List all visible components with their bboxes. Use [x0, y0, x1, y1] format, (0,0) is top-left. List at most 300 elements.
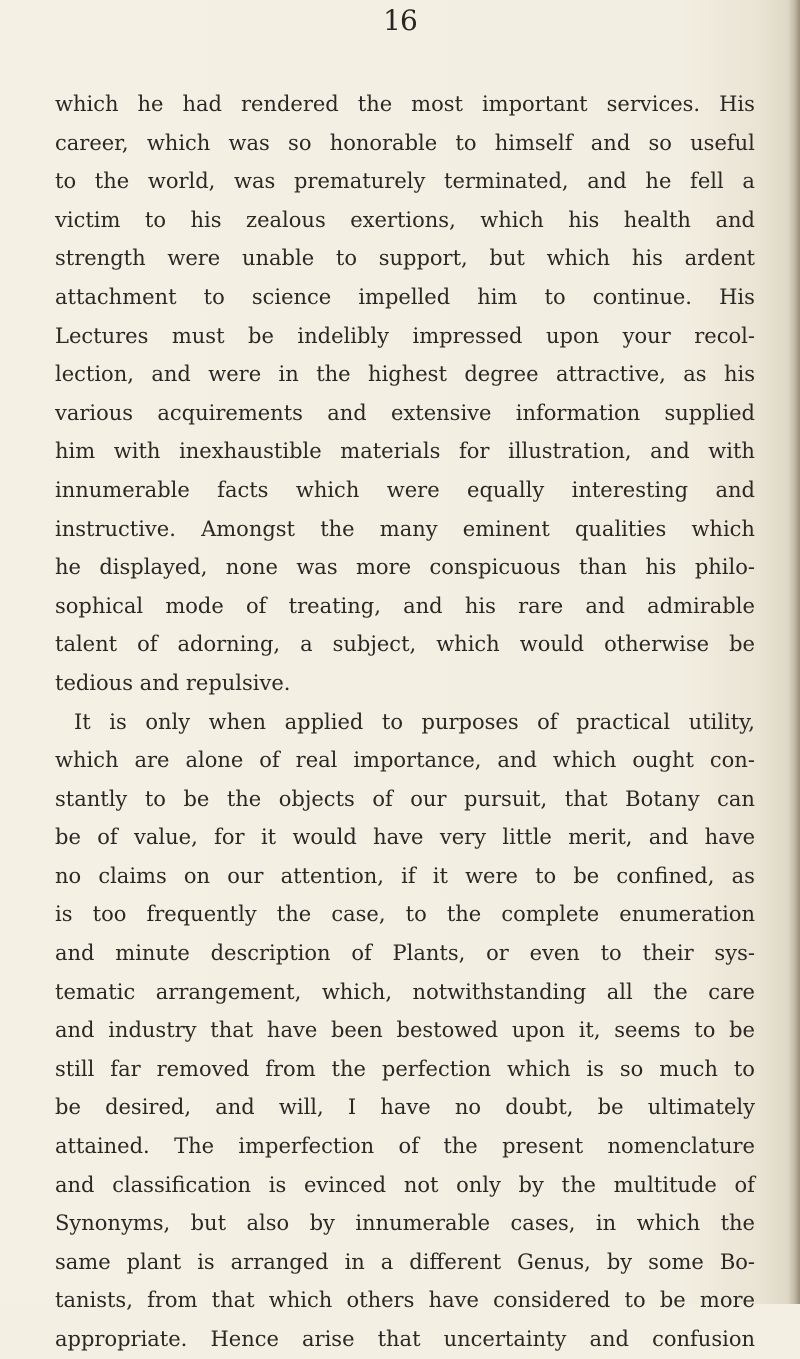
word: the — [653, 979, 688, 1004]
word: nomenclature — [607, 1134, 755, 1159]
word: be — [248, 323, 274, 348]
word: same — [55, 1249, 111, 1274]
text-line — [55, 471, 755, 510]
word: only — [145, 709, 191, 734]
word: merit, — [568, 825, 633, 850]
word: the — [331, 1056, 366, 1081]
word: more — [699, 1288, 755, 1313]
word: prematurely — [293, 169, 426, 194]
text-line — [55, 1204, 755, 1243]
word: the — [720, 1211, 755, 1236]
word: the — [276, 902, 312, 927]
word: be — [55, 825, 81, 850]
word: by — [309, 1211, 335, 1236]
word: It — [74, 709, 91, 734]
text-line — [55, 664, 755, 703]
word: the — [561, 1172, 596, 1197]
word: useful — [690, 130, 755, 155]
word: him — [55, 439, 96, 464]
word: it — [260, 825, 277, 850]
word: also — [246, 1211, 290, 1236]
text-line — [55, 625, 755, 664]
word: subject, — [332, 632, 417, 657]
word: for — [459, 439, 490, 464]
word: be — [183, 786, 210, 811]
word: his — [631, 246, 663, 271]
word: be — [573, 863, 600, 888]
word: the — [94, 169, 130, 194]
word: been — [330, 1018, 383, 1043]
word: exertions, — [350, 207, 456, 232]
word: attachment — [55, 284, 177, 309]
word: that — [564, 786, 608, 811]
text-line — [55, 162, 755, 201]
word: arise — [302, 1327, 355, 1351]
word: Genus, — [517, 1249, 591, 1274]
word: strength — [55, 246, 146, 271]
word: and — [497, 748, 537, 773]
word: of — [351, 941, 372, 966]
word: different — [409, 1249, 502, 1274]
word: he — [137, 92, 164, 116]
text-line — [55, 1281, 755, 1320]
word: fell — [690, 169, 724, 194]
word: information — [515, 400, 641, 425]
word: was — [228, 130, 270, 155]
word: and — [589, 1327, 629, 1351]
word: his — [645, 555, 677, 580]
word: to — [694, 1018, 716, 1043]
word: which, — [321, 979, 392, 1004]
word: of — [137, 632, 158, 657]
word: of — [398, 1134, 419, 1159]
text-line — [55, 1166, 755, 1205]
word: very — [439, 825, 487, 850]
text-line — [55, 201, 755, 240]
word: is — [197, 1249, 215, 1274]
word: inexhaustible — [179, 439, 322, 464]
word: Botany — [625, 786, 700, 811]
word: have — [373, 825, 424, 850]
word: and — [585, 593, 625, 618]
word: impressed — [412, 323, 523, 348]
word: others — [346, 1288, 415, 1313]
word: as — [683, 362, 707, 387]
word: of — [246, 593, 267, 618]
text-line — [55, 1127, 755, 1166]
word: is — [268, 1172, 287, 1197]
word: to — [455, 130, 477, 155]
word: so — [288, 130, 312, 155]
word: complete — [501, 902, 600, 927]
word: be — [659, 1288, 686, 1313]
word: pursuit, — [464, 786, 548, 811]
word: honorable — [329, 130, 438, 155]
word: but — [190, 1211, 227, 1236]
word: facts — [217, 477, 269, 502]
word: a — [742, 169, 755, 194]
word: with — [708, 439, 755, 464]
word: he — [645, 169, 672, 194]
word: no — [55, 863, 82, 888]
word: value, — [134, 825, 198, 850]
word: from — [265, 1056, 316, 1081]
text-line — [55, 818, 755, 857]
word: of — [372, 786, 393, 811]
word: His — [719, 92, 755, 116]
word: repulsive. — [185, 670, 291, 695]
word: their — [642, 941, 694, 966]
word: was — [296, 555, 338, 580]
word: and — [590, 130, 631, 155]
word: in — [278, 362, 299, 387]
word: treating, — [288, 593, 381, 618]
word: highest — [368, 362, 447, 387]
word: continue. — [592, 284, 692, 309]
word: various — [55, 400, 134, 425]
word: is — [109, 709, 127, 734]
word: arranged — [230, 1249, 329, 1274]
word: con- — [709, 748, 755, 773]
word: and — [55, 1018, 95, 1043]
word: alone — [185, 748, 244, 773]
word: tedious — [55, 670, 133, 695]
word: talent — [55, 632, 118, 657]
word: zealous — [246, 207, 326, 232]
word: be — [55, 1095, 81, 1120]
word: which — [507, 1056, 571, 1081]
word: otherwise — [604, 632, 710, 657]
word: were — [208, 362, 262, 387]
word: which — [295, 477, 360, 502]
text-line — [55, 741, 755, 780]
text-line — [55, 394, 755, 433]
word: terminated, — [444, 169, 569, 194]
word: the — [226, 786, 262, 811]
word: his — [464, 593, 496, 618]
word: lection, — [55, 362, 134, 387]
word: evinced — [303, 1172, 387, 1197]
word: in — [344, 1249, 365, 1274]
word: if — [401, 863, 416, 888]
word: which — [480, 207, 544, 232]
word: our — [227, 863, 264, 888]
word: which — [636, 1211, 701, 1236]
word: degree — [464, 362, 539, 387]
word: a — [300, 632, 313, 657]
text-line — [55, 1011, 755, 1050]
word: have — [428, 1288, 479, 1313]
word: Plants, — [392, 941, 466, 966]
word: doubt, — [505, 1095, 574, 1120]
word: impelled — [358, 284, 451, 309]
word: on — [183, 863, 211, 888]
word: which — [55, 92, 119, 116]
word: philo- — [694, 555, 755, 580]
word: victim — [55, 207, 121, 232]
word: and — [151, 362, 191, 387]
word: his — [190, 207, 222, 232]
word: recol- — [694, 323, 755, 348]
word: many — [379, 516, 438, 541]
word: extensive — [391, 400, 492, 425]
word: so — [648, 130, 672, 155]
word: to — [535, 863, 557, 888]
text-line — [55, 587, 755, 626]
word: care — [708, 979, 755, 1004]
word: for — [214, 825, 245, 850]
word: attractive, — [555, 362, 666, 387]
word: which — [691, 516, 755, 541]
word: stantly — [55, 786, 128, 811]
word: which — [546, 246, 611, 271]
word: uncertainty — [443, 1327, 567, 1351]
word: of — [97, 825, 118, 850]
word: the — [446, 902, 482, 927]
word: had — [182, 92, 222, 116]
word: seems — [614, 1018, 681, 1043]
word: cases, — [510, 1211, 576, 1236]
word: innumerable — [355, 1211, 491, 1236]
word: indelibly — [297, 323, 389, 348]
word: and — [139, 670, 180, 695]
word: our — [410, 786, 447, 811]
text-line — [55, 857, 755, 896]
word: sys- — [714, 941, 755, 966]
word: were — [386, 477, 440, 502]
word: to — [733, 1056, 755, 1081]
text-line — [55, 1320, 755, 1359]
word: sophical — [55, 593, 144, 618]
word: to — [144, 786, 166, 811]
text-line — [55, 934, 755, 973]
word: that — [210, 1018, 254, 1043]
word: and — [587, 169, 627, 194]
word: eminent — [462, 516, 550, 541]
word: and — [327, 400, 367, 425]
text-line — [55, 510, 755, 549]
word: are — [134, 748, 170, 773]
word: be — [597, 1095, 624, 1120]
word: confusion — [652, 1327, 755, 1351]
word: important — [481, 92, 588, 116]
word: that — [377, 1327, 421, 1351]
word: which — [268, 1288, 333, 1313]
word: than — [578, 555, 627, 580]
word: is — [586, 1056, 604, 1081]
word: to — [335, 246, 357, 271]
word: real — [295, 748, 338, 773]
word: and — [215, 1095, 255, 1120]
page-number: 16 — [383, 4, 417, 37]
text-line — [55, 1050, 755, 1089]
text-line — [55, 239, 755, 278]
word: attention, — [280, 863, 384, 888]
word: case, — [331, 902, 386, 927]
word: The — [174, 1134, 215, 1159]
word: that — [211, 1288, 255, 1313]
word: the — [443, 1134, 478, 1159]
word: more — [356, 555, 412, 580]
word: removed — [156, 1056, 250, 1081]
word: practical — [576, 709, 671, 734]
word: displayed, — [99, 555, 208, 580]
word: importance, — [353, 748, 482, 773]
word: qualities — [574, 516, 667, 541]
word: industry — [108, 1018, 197, 1043]
word: notwithstanding — [412, 979, 587, 1004]
word: perfection — [381, 1056, 492, 1081]
word: were — [167, 246, 221, 271]
word: to — [381, 709, 403, 734]
word: I — [347, 1095, 357, 1120]
word: too — [92, 902, 127, 927]
word: and — [403, 593, 443, 618]
word: equally — [467, 477, 545, 502]
word: rendered — [240, 92, 339, 116]
text-line — [55, 355, 755, 394]
word: innumerable — [55, 477, 190, 502]
word: with — [113, 439, 161, 464]
word: your — [622, 323, 671, 348]
word: to — [203, 284, 225, 309]
word: services. — [606, 92, 701, 116]
word: Synonyms, — [55, 1211, 171, 1236]
word: and — [648, 825, 689, 850]
word: was — [234, 169, 276, 194]
word: acquirements — [157, 400, 303, 425]
word: present — [502, 1134, 584, 1159]
word: upon — [511, 1018, 565, 1043]
word: by — [518, 1172, 544, 1197]
word: from — [147, 1288, 198, 1313]
word: when — [208, 709, 267, 734]
word: were — [465, 863, 518, 888]
word: or — [486, 941, 509, 966]
word: and — [650, 439, 690, 464]
word: and — [55, 1172, 95, 1197]
word: as — [731, 863, 755, 888]
word: even — [529, 941, 580, 966]
text-line — [55, 1243, 755, 1282]
page-edge-shadow — [788, 0, 800, 1304]
word: health — [623, 207, 691, 232]
text-line — [55, 124, 755, 163]
word: the — [357, 92, 393, 116]
word: would — [519, 632, 585, 657]
word: unable — [241, 246, 315, 271]
word: description — [210, 941, 331, 966]
word: rare — [518, 593, 564, 618]
word: of — [537, 709, 558, 734]
word: applied — [284, 709, 364, 734]
word: which — [436, 632, 500, 657]
word: considered — [493, 1288, 611, 1313]
word: His — [719, 284, 755, 309]
word: have — [380, 1095, 431, 1120]
word: Bo- — [719, 1249, 755, 1274]
word: appropriate. — [55, 1327, 188, 1351]
word: have — [266, 1018, 318, 1043]
word: and — [715, 207, 755, 232]
word: support, — [378, 246, 468, 271]
word: frequently — [146, 902, 257, 927]
word: none — [225, 555, 278, 580]
word: science — [251, 284, 332, 309]
word: which — [55, 748, 119, 773]
text-line — [55, 85, 755, 124]
word: have — [704, 825, 755, 850]
word: Hence — [210, 1327, 279, 1351]
word: and — [55, 941, 95, 966]
word: so — [619, 1056, 644, 1081]
word: minute — [115, 941, 190, 966]
word: purposes — [421, 709, 519, 734]
word: illustration, — [508, 439, 632, 464]
word: the — [316, 362, 351, 387]
word: be — [729, 1018, 755, 1043]
word: attained. — [55, 1134, 150, 1159]
text-line — [55, 780, 755, 819]
word: most — [411, 92, 463, 116]
word: desired, — [105, 1095, 192, 1120]
word: must — [171, 323, 225, 348]
word: by — [606, 1249, 633, 1274]
text-line — [55, 1088, 755, 1127]
word: some — [648, 1249, 704, 1274]
word: classification — [112, 1172, 252, 1197]
word: still — [55, 1056, 95, 1081]
word: can — [717, 786, 755, 811]
text-line — [55, 432, 755, 471]
word: tematic — [55, 979, 136, 1004]
word: to — [405, 902, 427, 927]
word: it, — [578, 1018, 601, 1043]
word: no — [454, 1095, 482, 1120]
word: him — [477, 284, 518, 309]
word: himself — [494, 130, 573, 155]
word: to — [55, 169, 77, 194]
word: upon — [546, 323, 600, 348]
word: confined, — [616, 863, 715, 888]
word: his — [568, 207, 600, 232]
word: all — [606, 979, 633, 1004]
word: his — [723, 362, 755, 387]
word: to — [624, 1288, 646, 1313]
word: supplied — [664, 400, 755, 425]
word: which — [146, 130, 211, 155]
word: to — [144, 207, 167, 232]
word: utility, — [688, 709, 755, 734]
word: instructive. — [55, 516, 176, 541]
word: materials — [340, 439, 441, 464]
word: world, — [147, 169, 216, 194]
word: he — [55, 555, 81, 580]
word: far — [110, 1056, 141, 1081]
word: enumeration — [619, 902, 755, 927]
word: career, — [55, 130, 129, 155]
word: ultimately — [647, 1095, 755, 1120]
word: will, — [278, 1095, 324, 1120]
word: tanists, — [55, 1288, 133, 1313]
word: conspicuous — [429, 555, 561, 580]
word: would — [292, 825, 357, 850]
text-line — [55, 703, 755, 742]
word: is — [55, 902, 73, 927]
word: but — [489, 246, 525, 271]
word: mode — [165, 593, 224, 618]
word: ought — [632, 748, 694, 773]
